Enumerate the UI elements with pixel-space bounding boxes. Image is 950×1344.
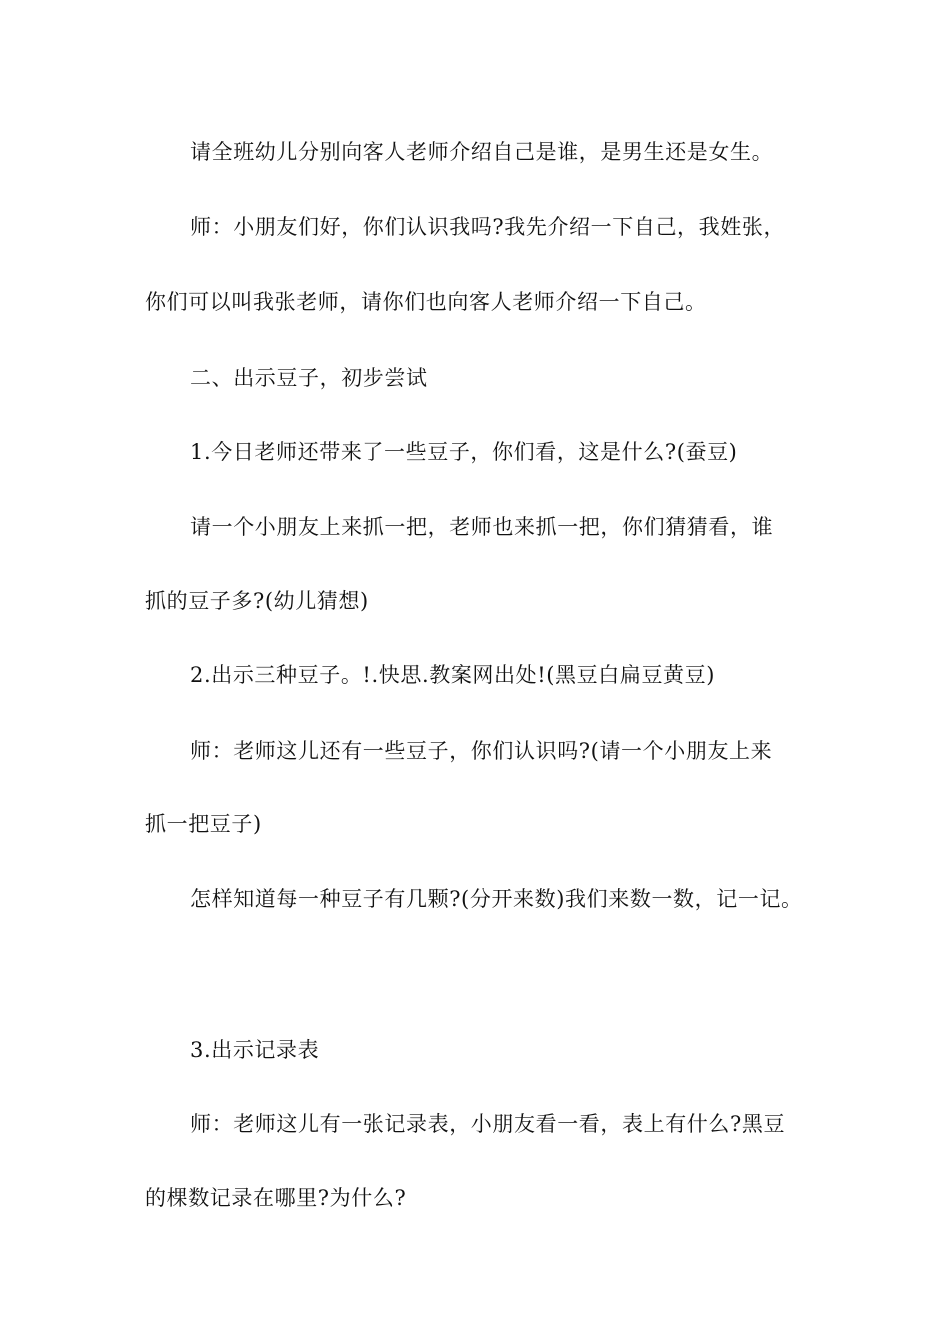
paragraph-line: 抓的豆子多?(幼儿猜想) xyxy=(145,589,369,613)
paragraph-line: 2.出示三种豆子。!.快思.教案网出处!(黑豆白扁豆黄豆) xyxy=(190,663,716,687)
paragraph-line: 的棵数记录在哪里?为什么? xyxy=(145,1186,407,1210)
paragraph-line: 你们可以叫我张老师，请你们也向客人老师介绍一下自己。 xyxy=(145,290,707,314)
paragraph-line: 1.今日老师还带来了一些豆子，你们看，这是什么?(蚕豆) xyxy=(190,440,738,464)
paragraph-line: 请全班幼儿分别向客人老师介绍自己是谁，是男生还是女生。 xyxy=(190,140,774,164)
paragraph-line: 师：老师这儿还有一些豆子，你们认识吗?(请一个小朋友上来 xyxy=(190,739,773,763)
paragraph-line: 请一个小朋友上来抓一把，老师也来抓一把，你们猜猜看，谁 xyxy=(190,515,774,539)
paragraph-line: 3.出示记录表 xyxy=(190,1038,320,1062)
paragraph-line: 怎样知道每一种豆子有几颗?(分开来数)我们来数一数，记一记。 xyxy=(190,887,803,911)
section-heading: 二、出示豆子，初步尝试 xyxy=(190,366,428,390)
paragraph-line: 抓一把豆子) xyxy=(145,812,262,836)
paragraph-line: 师：小朋友们好，你们认识我吗?我先介绍一下自己，我姓张， xyxy=(190,215,786,239)
paragraph-line: 师：老师这儿有一张记录表，小朋友看一看，表上有什么?黑豆 xyxy=(190,1112,786,1136)
